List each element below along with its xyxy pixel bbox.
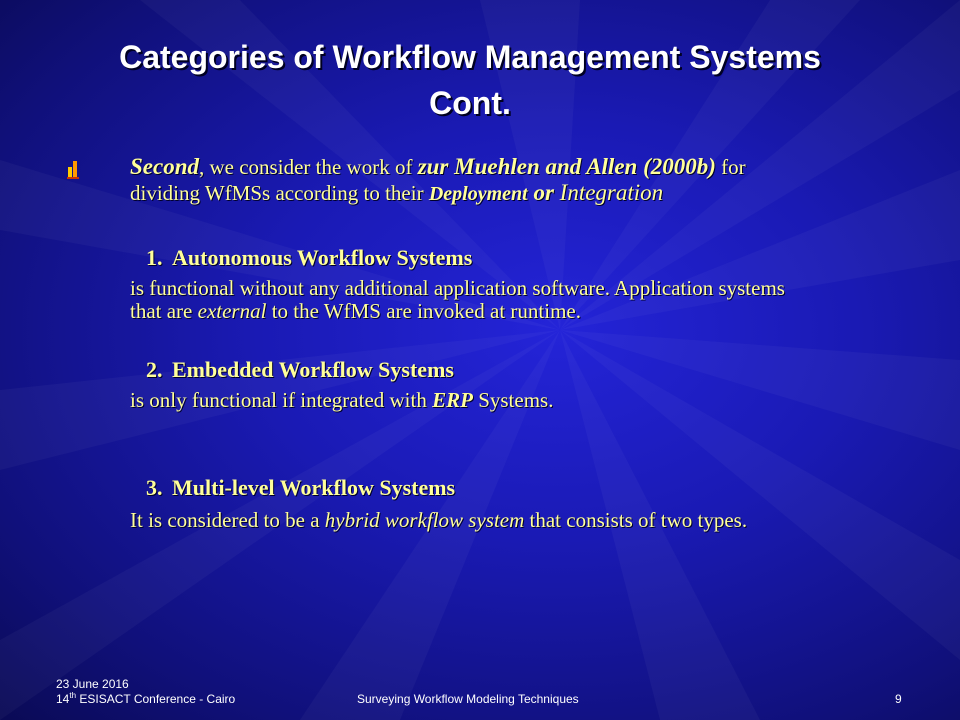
item-2-body xyxy=(130,389,553,412)
intro-line-1 xyxy=(130,154,746,180)
item-3-text-a: It is considered to be a xyxy=(130,508,325,532)
title-line-2: Cont. xyxy=(429,85,511,121)
footer-conference xyxy=(56,692,235,707)
item-2-text-a: is only functional if integrated with xyxy=(130,388,433,412)
intro-paragraph xyxy=(130,154,746,207)
intro-line-2 xyxy=(130,180,746,207)
item-3-body xyxy=(130,509,747,532)
item-3-title: Multi-level Workflow Systems xyxy=(172,475,456,500)
intro-text-3: dividing WfMSs according to their xyxy=(130,181,429,205)
item-1-heading xyxy=(146,244,472,272)
footer-center: Surveying Workflow Modeling Techniques xyxy=(357,692,579,706)
item-2-number: 2. xyxy=(146,357,163,382)
item-2-heading xyxy=(146,356,454,384)
page-number: 9 xyxy=(895,692,902,706)
footer-conf-rest: ESISACT Conference - Cairo xyxy=(76,692,236,706)
intro-text-1: , we consider the work of xyxy=(199,155,418,179)
footer-conf-num: 14 xyxy=(56,692,70,706)
item-1-text-b: to the WfMS are invoked at runtime. xyxy=(266,299,581,323)
item-1-line-1: is functional without any additional application software. Application systems xyxy=(130,276,785,300)
intro-word-second: Second xyxy=(130,154,199,179)
item-1-text-a: that are xyxy=(130,299,198,323)
slide-title xyxy=(20,34,920,126)
item-2-text-b: Systems. xyxy=(472,388,554,412)
item-1-title: Autonomous Workflow Systems xyxy=(172,245,473,270)
item-2-title: Embedded Workflow Systems xyxy=(172,357,454,382)
intro-text-2: for xyxy=(715,155,746,179)
item-1-body xyxy=(130,277,785,323)
intro-deployment: Deployment xyxy=(428,183,528,205)
item-3-number: 3. xyxy=(146,475,163,500)
intro-citation: zur Muehlen and Allen (2000b) xyxy=(417,154,716,179)
item-3-text-b: that consists of two types. xyxy=(524,508,748,532)
item-2-erp: ERP xyxy=(432,388,473,412)
footer-left xyxy=(56,677,235,707)
title-line-1: Categories of Workflow Management Systems xyxy=(119,39,821,75)
footer-date: 23 June 2016 xyxy=(56,677,129,691)
item-1-line-2 xyxy=(130,300,785,323)
bullet-icon xyxy=(66,158,80,180)
intro-or: or xyxy=(527,180,560,205)
item-3-heading xyxy=(146,474,455,502)
footer-conf-sup: th xyxy=(69,691,77,700)
intro-integration: Integration xyxy=(559,180,664,205)
item-1-number: 1. xyxy=(146,245,163,270)
item-3-hybrid: hybrid workflow system xyxy=(324,508,525,532)
item-1-external: external xyxy=(197,299,267,323)
